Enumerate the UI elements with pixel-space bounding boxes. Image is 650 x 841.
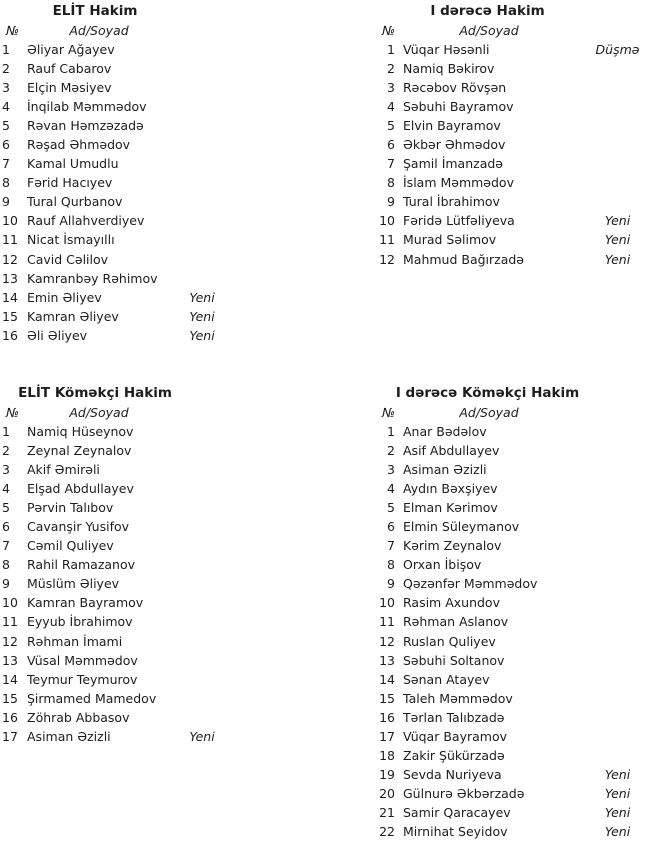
- table-row: [0, 555, 245, 574]
- referee-name: Taleh Məmmədov: [403, 690, 513, 706]
- status-note: [575, 593, 650, 612]
- table-row: [0, 612, 245, 631]
- status-note: [575, 422, 650, 441]
- status-note: [575, 670, 650, 689]
- status-note: Yeni: [189, 308, 215, 324]
- row-number: 14: [379, 671, 395, 687]
- referee-name: Rəcəbov Rövşən: [403, 80, 507, 96]
- section-title: ELİT Hakim: [52, 3, 138, 19]
- referee-name: Zakir Şükürzadə: [403, 747, 505, 763]
- status-note: Yeni: [604, 785, 631, 801]
- table-row: [370, 173, 650, 192]
- row-number: 10: [379, 595, 395, 611]
- referee-name: Cəmil Quliyev: [27, 538, 114, 554]
- table-row: [0, 422, 245, 441]
- row-number: 8: [387, 175, 395, 191]
- status-note: [575, 651, 650, 670]
- row-number: 9: [2, 576, 10, 592]
- row-number: 10: [379, 213, 395, 229]
- referee-name: Anar Bədəlov: [403, 424, 487, 439]
- status-note: [163, 154, 241, 173]
- status-note: [163, 555, 241, 574]
- status-note: [163, 192, 241, 211]
- referee-name: Asiman Əzizli: [403, 462, 487, 478]
- table-row: [0, 651, 245, 670]
- table-row: [370, 689, 650, 708]
- rows: [370, 422, 650, 841]
- referee-name: Orxan İbişov: [403, 557, 482, 573]
- status-note: Yeni: [604, 251, 631, 267]
- referee-name: Mahmud Bağırzadə: [403, 251, 525, 267]
- referee-name: Elman Kərimov: [403, 500, 498, 516]
- referee-name: Səbuhi Bayramov: [403, 99, 514, 115]
- status-note: [575, 612, 650, 631]
- table-row: [0, 460, 245, 479]
- referee-name: Emin Əliyev: [27, 289, 102, 305]
- table-row: [370, 154, 650, 173]
- referee-name: Kamran Bayramov: [27, 595, 144, 611]
- status-note: [163, 689, 241, 708]
- table-row: [370, 211, 650, 230]
- status-note: Yeni: [604, 804, 631, 820]
- referee-name: Elvin Bayramov: [403, 118, 501, 134]
- status-note: Yeni: [189, 728, 215, 744]
- section-i-derece-komekci-hakim: [370, 384, 650, 841]
- table-row: [0, 574, 245, 593]
- referee-name: Asif Abdullayev: [403, 443, 500, 459]
- row-number: 6: [387, 519, 395, 535]
- table-row: [0, 154, 245, 173]
- row-number: 9: [387, 194, 395, 210]
- status-note: [575, 708, 650, 727]
- table-row: [370, 670, 650, 689]
- table-row: [370, 460, 650, 479]
- row-number: 8: [2, 557, 10, 573]
- referee-name: Şirmamed Mamedov: [27, 690, 157, 706]
- table-row: [0, 288, 245, 307]
- referee-name: Akif Əmirəli: [27, 462, 100, 478]
- referee-name: Vüsal Məmmədov: [27, 652, 138, 668]
- row-number: 16: [379, 709, 395, 725]
- table-row: [370, 230, 650, 249]
- table-header: [370, 403, 650, 422]
- status-note: [163, 116, 241, 135]
- table-row: [0, 517, 245, 536]
- referee-name: Eyyub İbrahimov: [27, 614, 133, 630]
- section-title: ELİT Köməkçi Hakim: [18, 385, 172, 401]
- status-note: [163, 670, 241, 689]
- status-note: Yeni: [189, 289, 215, 305]
- referee-name: Gülnurə Əkbərzadə: [403, 785, 525, 801]
- row-number: 5: [387, 118, 395, 134]
- section-title: I dərəcə Hakim: [430, 3, 545, 19]
- row-number: 8: [2, 175, 10, 191]
- referee-name: Zöhrab Abbasov: [27, 709, 130, 725]
- row-number: 6: [2, 137, 10, 153]
- referee-name: Şamil İmanzadə: [403, 156, 503, 172]
- referee-name: Vüqar Həsənli: [403, 42, 490, 57]
- row-number: 4: [387, 99, 395, 115]
- table-row: [370, 422, 650, 441]
- column-header-name: Ad/Soyad: [69, 405, 129, 420]
- table-row: [370, 727, 650, 746]
- status-note: [575, 154, 650, 173]
- table-row: [370, 593, 650, 612]
- status-note: Düşmə: [595, 42, 640, 57]
- status-note: [163, 536, 241, 555]
- table-row: [0, 192, 245, 211]
- status-note: Yeni: [604, 823, 631, 839]
- status-note: [163, 59, 241, 78]
- column-header-no: №: [381, 405, 395, 420]
- row-number: 7: [2, 156, 10, 172]
- table-row: [370, 612, 650, 631]
- status-note: [163, 135, 241, 154]
- status-note: [575, 479, 650, 498]
- status-note: [163, 612, 241, 631]
- referee-name: Fərid Hacıyev: [27, 175, 113, 191]
- table-row: [370, 135, 650, 154]
- referee-name: Rahil Ramazanov: [27, 557, 136, 573]
- row-number: 5: [387, 500, 395, 516]
- status-note: [575, 746, 650, 765]
- row-number: 10: [2, 595, 18, 611]
- section-i-derece-hakim: [370, 2, 650, 269]
- rows: [0, 422, 245, 746]
- table-row: [0, 326, 245, 345]
- status-note: [163, 211, 241, 230]
- row-number: 15: [2, 690, 18, 706]
- referee-name: Namiq Bəkirov: [403, 61, 495, 77]
- status-note: [575, 173, 650, 192]
- status-note: [575, 498, 650, 517]
- column-header-no: №: [381, 23, 395, 38]
- table-row: [0, 593, 245, 612]
- row-number: 5: [2, 500, 10, 516]
- referee-name: Elmin Süleymanov: [403, 519, 520, 535]
- referee-name: Zeynal Zeynalov: [27, 443, 132, 459]
- row-number: 1: [387, 42, 395, 57]
- referee-name: Cavanşir Yusifov: [27, 519, 130, 535]
- table-row: [370, 746, 650, 765]
- status-note: [575, 460, 650, 479]
- column-header-name: Ad/Soyad: [69, 23, 129, 38]
- referee-name: Fəridə Lütfəliyeva: [403, 213, 515, 229]
- table-row: [0, 479, 245, 498]
- referee-name: Vüqar Bayramov: [403, 728, 507, 744]
- status-note: [575, 632, 650, 651]
- table-row: [0, 97, 245, 116]
- referee-name: Kamran Əliyev: [27, 308, 119, 324]
- row-number: 1: [2, 42, 10, 57]
- table-row: [370, 441, 650, 460]
- referee-name: Mirnihat Seyidov: [403, 823, 508, 839]
- referee-name: Ruslan Quliyev: [403, 633, 496, 649]
- referee-name: Səbuhi Soltanov: [403, 652, 505, 668]
- referee-name: Rəhman Aslanov: [403, 614, 509, 630]
- row-number: 12: [379, 251, 395, 267]
- referee-name: Kərim Zeynalov: [403, 538, 502, 554]
- row-number: 5: [2, 118, 10, 134]
- table-row: [370, 250, 650, 269]
- referee-name: Nicat İsmayıllı: [27, 232, 115, 248]
- referee-name: Teymur Teymurov: [27, 671, 138, 687]
- table-header: [0, 21, 245, 40]
- status-note: [163, 40, 241, 59]
- row-number: 8: [387, 557, 395, 573]
- rows: [0, 40, 245, 345]
- referee-name: İslam Məmmədov: [403, 175, 514, 191]
- row-number: 2: [387, 443, 395, 459]
- status-note: [575, 97, 650, 116]
- status-note: [163, 517, 241, 536]
- table-row: [0, 250, 245, 269]
- table-row: [370, 784, 650, 803]
- referee-name: Müslüm Əliyev: [27, 576, 120, 592]
- table-row: [370, 192, 650, 211]
- status-note: [163, 441, 241, 460]
- status-note: Yeni: [604, 766, 631, 782]
- table-row: [370, 803, 650, 822]
- row-number: 18: [379, 747, 395, 763]
- table-row: [370, 78, 650, 97]
- referee-name: Rəvan Həmzəzadə: [27, 118, 144, 134]
- table-row: [0, 632, 245, 651]
- status-note: [163, 97, 241, 116]
- table-row: [370, 517, 650, 536]
- status-note: [163, 78, 241, 97]
- table-row: [370, 708, 650, 727]
- referee-name: Tərlan Talıbzadə: [403, 709, 505, 725]
- row-number: 20: [379, 785, 395, 801]
- row-number: 13: [379, 652, 395, 668]
- table-row: [370, 116, 650, 135]
- status-note: [163, 422, 241, 441]
- table-row: [370, 555, 650, 574]
- table-row: [0, 78, 245, 97]
- table-row: [0, 59, 245, 78]
- row-number: 1: [387, 424, 395, 439]
- referee-name: Əkbər Əhmədov: [403, 137, 506, 153]
- row-number: 11: [2, 614, 18, 630]
- status-note: [575, 689, 650, 708]
- status-note: [163, 460, 241, 479]
- table-row: [0, 135, 245, 154]
- status-note: Yeni: [604, 232, 631, 248]
- row-number: 4: [2, 99, 10, 115]
- status-note: [163, 632, 241, 651]
- table-row: [0, 498, 245, 517]
- row-number: 9: [2, 194, 10, 210]
- table-row: [0, 727, 245, 746]
- referee-name: Aydın Bəxşiyev: [403, 481, 498, 497]
- table-row: [0, 269, 245, 288]
- row-number: 21: [379, 804, 395, 820]
- status-note: [163, 593, 241, 612]
- table-row: [0, 116, 245, 135]
- status-note: [575, 116, 650, 135]
- status-note: [163, 173, 241, 192]
- column-header-no: №: [6, 23, 20, 38]
- table-row: [0, 211, 245, 230]
- row-number: 7: [387, 538, 395, 554]
- row-number: 11: [2, 232, 18, 248]
- table-row: [370, 97, 650, 116]
- row-number: 17: [379, 728, 395, 744]
- status-note: [575, 192, 650, 211]
- referee-name: Namiq Hüseynov: [27, 424, 134, 439]
- status-note: [575, 536, 650, 555]
- rows: [370, 40, 650, 269]
- table-row: [370, 59, 650, 78]
- table-row: [370, 536, 650, 555]
- referee-name: Tural Qurbanov: [27, 194, 123, 210]
- row-number: 12: [379, 633, 395, 649]
- column-header-name: Ad/Soyad: [459, 405, 519, 420]
- status-note: [163, 269, 241, 288]
- row-number: 13: [2, 270, 18, 286]
- referee-name: Rasim Axundov: [403, 595, 500, 611]
- row-number: 7: [2, 538, 10, 554]
- status-note: [575, 59, 650, 78]
- status-note: [575, 574, 650, 593]
- table-row: [0, 307, 245, 326]
- referee-name: Rauf Cabarov: [27, 61, 112, 77]
- status-note: [575, 555, 650, 574]
- row-number: 22: [379, 823, 395, 839]
- table-row: [0, 536, 245, 555]
- table-row: [370, 574, 650, 593]
- table-row: [370, 40, 650, 59]
- row-number: 2: [387, 61, 395, 77]
- table-header: [0, 403, 245, 422]
- referee-name: Pərvin Talıbov: [27, 500, 114, 516]
- row-number: 9: [387, 576, 395, 592]
- table-row: [370, 765, 650, 784]
- status-note: [163, 574, 241, 593]
- row-number: 3: [387, 462, 395, 478]
- row-number: 4: [2, 481, 10, 497]
- row-number: 15: [2, 308, 18, 324]
- status-note: [575, 78, 650, 97]
- row-number: 14: [2, 671, 18, 687]
- referee-name: Rəhman İmami: [27, 633, 123, 649]
- row-number: 3: [387, 80, 395, 96]
- table-header: [370, 21, 650, 40]
- row-number: 2: [2, 443, 10, 459]
- table-row: [370, 479, 650, 498]
- row-number: 15: [379, 690, 395, 706]
- table-row: [0, 173, 245, 192]
- referee-name: Cavid Cəlilov: [27, 251, 109, 267]
- status-note: [163, 250, 241, 269]
- column-header-name: Ad/Soyad: [459, 23, 519, 38]
- row-number: 10: [2, 213, 18, 229]
- row-number: 12: [2, 251, 18, 267]
- referee-name: Rauf Allahverdiyev: [27, 213, 145, 229]
- referee-name: Elçin Məsiyev: [27, 80, 112, 96]
- table-row: [0, 230, 245, 249]
- status-note: [163, 479, 241, 498]
- section-elit-hakim: [0, 2, 245, 345]
- row-number: 12: [2, 633, 18, 649]
- status-note: [575, 517, 650, 536]
- row-number: 6: [2, 519, 10, 535]
- referee-name: Sənan Atayev: [403, 671, 490, 687]
- referee-name: Kamranbəy Rəhimov: [27, 270, 158, 286]
- row-number: 14: [2, 289, 18, 305]
- referee-name: Murad Səlimov: [403, 232, 497, 248]
- row-number: 4: [387, 481, 395, 497]
- table-row: [370, 498, 650, 517]
- status-note: Yeni: [604, 213, 631, 229]
- row-number: 6: [387, 137, 395, 153]
- row-number: 16: [2, 709, 18, 725]
- referee-name: Əli Əliyev: [27, 327, 88, 343]
- row-number: 19: [379, 766, 395, 782]
- row-number: 2: [2, 61, 10, 77]
- referee-name: Samir Qaracayev: [403, 804, 511, 820]
- row-number: 11: [379, 232, 395, 248]
- status-note: [575, 441, 650, 460]
- row-number: 3: [2, 80, 10, 96]
- status-note: [163, 651, 241, 670]
- table-row: [0, 708, 245, 727]
- referee-name: Sevda Nuriyeva: [403, 766, 502, 782]
- referee-name: Elşad Abdullayev: [27, 481, 134, 497]
- table-row: [370, 651, 650, 670]
- status-note: [575, 727, 650, 746]
- status-note: [163, 230, 241, 249]
- referee-name: Asiman Əzizli: [27, 728, 111, 744]
- referee-name: Kamal Umudlu: [27, 156, 119, 172]
- row-number: 3: [2, 462, 10, 478]
- status-note: [575, 135, 650, 154]
- column-header-no: №: [6, 405, 20, 420]
- row-number: 7: [387, 156, 395, 172]
- row-number: 11: [379, 614, 395, 630]
- table-row: [0, 40, 245, 59]
- referee-name: Qəzənfər Məmmədov: [403, 576, 538, 592]
- table-row: [0, 441, 245, 460]
- referee-name: Tural İbrahimov: [403, 194, 500, 210]
- table-row: [370, 822, 650, 841]
- referee-name: Əliyar Ağayev: [27, 42, 115, 57]
- referee-name: Rəşad Əhmədov: [27, 137, 131, 153]
- section-title: I dərəcə Köməkçi Hakim: [395, 385, 580, 401]
- status-note: [163, 708, 241, 727]
- table-row: [370, 632, 650, 651]
- referee-name: İnqilab Məmmədov: [27, 99, 147, 115]
- row-number: 13: [2, 652, 18, 668]
- table-row: [0, 670, 245, 689]
- status-note: Yeni: [189, 327, 215, 343]
- row-number: 16: [2, 327, 18, 343]
- status-note: [163, 498, 241, 517]
- table-row: [0, 689, 245, 708]
- row-number: 1: [2, 424, 10, 439]
- section-elit-komekci-hakim: [0, 384, 245, 746]
- row-number: 17: [2, 728, 18, 744]
